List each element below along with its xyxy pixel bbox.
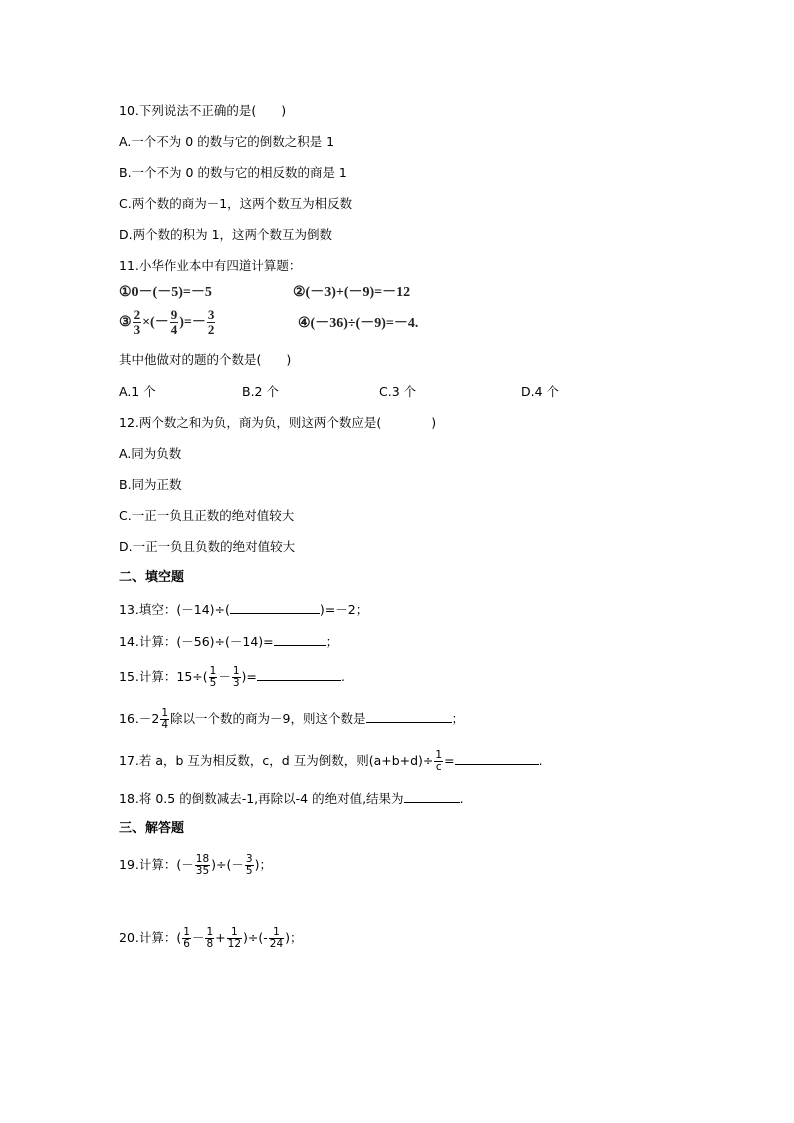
numerator: 1	[183, 926, 190, 938]
q11-option-c: C.3 个	[379, 384, 417, 399]
denominator: 2	[207, 322, 215, 338]
q10-stem: 10.下列说法不正确的是( )	[119, 103, 287, 118]
q13-text: 13.填空：(－14)÷(	[119, 602, 230, 617]
q16-answer-blank[interactable]	[366, 710, 452, 723]
fraction-1-4	[160, 708, 169, 731]
q20	[119, 922, 303, 954]
q19	[119, 849, 272, 881]
q10-option-d: D.两个数的积为 1，这两个数互为倒数	[119, 227, 333, 242]
fraction-1-12	[227, 927, 242, 950]
section-heading-solve: 三、解答题	[119, 821, 185, 836]
q17-tail: .	[538, 753, 543, 768]
q20-plus: +	[215, 930, 226, 945]
denominator: 3	[133, 322, 141, 338]
q12-stem: 12.两个数之和为负，商为负，则这两个数应是( )	[119, 415, 437, 430]
q17-equals: =	[444, 753, 455, 768]
q11-expr-1: ①0－(－5)=－5	[119, 285, 212, 300]
expr3-equals: )=－	[179, 315, 206, 330]
q14	[119, 633, 338, 650]
numerator: 1	[435, 749, 443, 761]
numerator: 1	[232, 665, 240, 677]
fraction-1-5	[209, 666, 218, 689]
fraction-3-5	[245, 854, 254, 877]
q19-text: 19.计算：(－	[119, 857, 194, 872]
q16-tail: ；	[451, 711, 465, 726]
q11-expr-4: ④(－36)÷(－9)=－4.	[298, 316, 419, 331]
q18	[119, 790, 464, 807]
q18-text: 18.将 0.5 的倒数减去-1,再除以-4 的绝对值,结果为	[119, 791, 404, 806]
denominator: 8	[206, 938, 214, 950]
section-heading-fill-blank: 二、填空题	[119, 570, 185, 585]
denominator: c	[435, 761, 442, 773]
q14-answer-blank[interactable]	[274, 633, 326, 646]
numerator: 1	[161, 707, 169, 719]
q20-minus: －	[191, 930, 205, 945]
q12-option-b: B.同为正数	[119, 477, 182, 492]
q19-divide: )÷(－	[211, 857, 244, 872]
q11-option-b: B.2 个	[242, 384, 279, 399]
fraction-1-24	[269, 927, 284, 950]
q12-option-d: D.一正一负且负数的绝对值较大	[119, 539, 296, 554]
denominator: 5	[245, 865, 253, 877]
denominator: 12	[227, 938, 242, 950]
q11-option-d: D.4 个	[521, 384, 560, 399]
q15-answer-blank[interactable]	[257, 668, 341, 681]
numerator: 9	[170, 307, 178, 323]
fraction-1-c	[434, 750, 443, 773]
numerator: 1	[227, 927, 242, 939]
q15	[119, 663, 345, 691]
denominator: 35	[195, 865, 210, 877]
q16	[119, 705, 464, 733]
q16-text-mid: 除以一个数的商为－9，则这个数是	[170, 711, 366, 726]
q15-minus: －	[218, 669, 231, 684]
q10-option-c: C.两个数的商为－1，这两个数互为相反数	[119, 196, 353, 211]
fraction-1-3	[232, 666, 241, 689]
q12-option-a: A.同为负数	[119, 446, 182, 461]
q11-expr-3	[119, 308, 216, 338]
q15-text: 15.计算：15÷(	[119, 669, 208, 684]
q10-option-b: B.一个不为 0 的数与它的相反数的商是 1	[119, 165, 347, 180]
numerator: 18	[195, 853, 210, 865]
q12-option-c: C.一正一负且正数的绝对值较大	[119, 508, 295, 523]
denominator: 4	[161, 719, 169, 731]
q19-tail: )；	[254, 857, 272, 872]
q10-option-a: A.一个不为 0 的数与它的倒数之积是 1	[119, 134, 335, 149]
q11-question: 其中他做对的题的个数是( )	[119, 352, 292, 367]
numerator: 1	[206, 926, 214, 938]
q20-divide: )÷(-	[243, 930, 268, 945]
fraction-9-4	[170, 308, 179, 337]
q11-stem: 11.小华作业本中有四道计算题：	[119, 258, 302, 273]
q13-answer-blank[interactable]	[230, 601, 320, 614]
denominator: 24	[269, 938, 284, 950]
q20-text: 20.计算：(	[119, 930, 182, 945]
q14-text: 14.计算：(－56)÷(－14)=	[119, 634, 274, 649]
q14-tail: ；	[325, 634, 339, 649]
numerator: 3	[245, 853, 253, 865]
denominator: 5	[209, 677, 217, 689]
q13-tail: )=－2；	[319, 602, 369, 617]
numerator: 1	[269, 927, 284, 939]
numerator: 3	[207, 307, 215, 323]
q15-tail: .	[340, 669, 345, 684]
q18-tail: .	[459, 791, 464, 806]
denominator: 3	[232, 677, 240, 689]
denominator: 6	[183, 938, 190, 950]
denominator: 4	[170, 322, 178, 338]
q18-answer-blank[interactable]	[404, 790, 460, 803]
q16-text: 16.－2	[119, 711, 160, 726]
expr3-circle-number: ③	[119, 315, 132, 330]
expr3-times: ×(－	[142, 315, 169, 330]
q11-expr-2: ②(－3)+(－9)=－12	[293, 285, 411, 300]
q17-text: 17.若 a，b 互为相反数，c，d 互为倒数，则(a+b+d)÷	[119, 753, 434, 768]
q15-equals: )=	[241, 669, 257, 684]
q17-answer-blank[interactable]	[455, 752, 539, 765]
fraction-2-3	[133, 308, 142, 337]
q20-tail: )；	[285, 930, 303, 945]
numerator: 1	[209, 665, 217, 677]
q11-option-a: A.1 个	[119, 384, 156, 399]
fraction-18-35	[195, 854, 210, 877]
fraction-1-6	[182, 927, 191, 950]
fraction-3-2	[207, 308, 216, 337]
fraction-1-8	[205, 927, 214, 950]
q13	[119, 601, 368, 618]
numerator: 2	[133, 307, 141, 323]
q17	[119, 747, 543, 775]
